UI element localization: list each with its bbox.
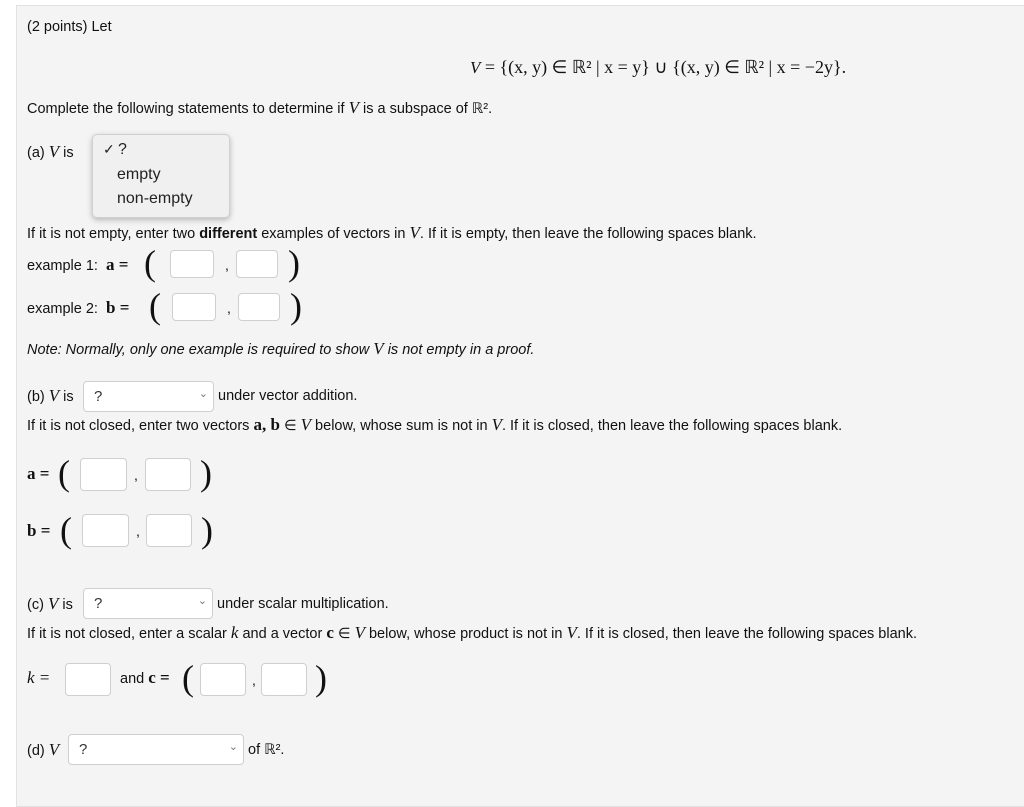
part-c-select[interactable] [83,588,213,619]
k-input[interactable] [65,663,111,696]
b-y-input[interactable] [146,514,192,547]
points-label: (2 points) Let [27,19,112,35]
right-paren: ) [200,453,212,493]
note-text: Note: Normally, only one example is required to show V is not empty in a proof. [27,339,535,358]
c-label: and c = [120,668,170,687]
right-paren: ) [290,286,302,326]
left-paren: ( [182,658,194,698]
example2-y-input[interactable] [238,293,280,321]
part-c-after: under scalar multiplication. [217,596,389,612]
set-definition [470,58,846,77]
a-label: a = [27,464,50,483]
c-y-input[interactable] [261,663,307,696]
select-value: ? [94,595,103,612]
example1-x-input[interactable] [170,250,214,278]
example1-y-input[interactable] [236,250,278,278]
chevron-down-icon: ⌄ [197,595,207,607]
comma: , [227,300,231,316]
part-c-instructions: If it is not closed, enter a scalar k and a vector c ∈ V below, whose product is not in V. If it is closed, then leave the following spaces blank. [27,623,917,642]
k-label: k = [27,668,51,687]
option-placeholder[interactable]: ? [118,141,127,158]
comma: , [252,672,256,688]
right-paren: ) [315,658,327,698]
a-x-input[interactable] [80,458,127,491]
part-b-label: (b) V is [27,386,74,405]
chevron-down-icon: ⌄ [228,741,238,753]
left-paren: ( [58,453,70,493]
example1-label: example 1: a = [27,255,129,274]
right-paren: ) [201,510,213,550]
check-icon: ✓ [103,141,115,157]
intro-text: Complete the following statements to determine if V is a subspace of ℝ². [27,98,493,117]
left-paren: ( [149,286,161,326]
part-d-after: of ℝ². [248,742,285,758]
comma: , [225,257,229,273]
part-d-label: (d) V [27,740,60,759]
part-a-label: (a) V is [27,142,74,161]
part-b-instructions: If it is not closed, enter two vectors a, b ∈ V below, whose sum is not in V. If it is closed, then leave the following spaces blank. [27,415,843,434]
comma: , [136,523,140,539]
part-c-label: (c) V is [27,594,73,613]
example2-x-input[interactable] [172,293,216,321]
option-empty[interactable]: empty [117,166,161,183]
b-x-input[interactable] [82,514,129,547]
v-symbol: V [470,58,481,77]
part-a-dropdown-menu[interactable] [92,134,230,218]
select-value: ? [94,388,103,405]
a-y-input[interactable] [145,458,191,491]
part-b-select[interactable] [83,381,214,412]
select-value: ? [79,741,88,758]
part-a-instructions: If it is not empty, enter two different examples of vectors in V. If it is empty, then leave the following spaces blank. [27,223,757,242]
option-non-empty[interactable]: non-empty [117,190,193,207]
comma: , [134,467,138,483]
part-d-select[interactable] [68,734,244,765]
left-paren: ( [144,243,156,283]
left-paren: ( [60,510,72,550]
b-label: b = [27,521,51,540]
formula: = {(x, y) ∈ ℝ² | x = y} ∪ {(x, y) ∈ ℝ² | x = −2y}. [484,57,847,77]
part-b-after: under vector addition. [218,388,358,404]
right-paren: ) [288,243,300,283]
c-x-input[interactable] [200,663,246,696]
chevron-down-icon: ⌄ [198,388,208,400]
example2-label: example 2: b = [27,298,130,317]
